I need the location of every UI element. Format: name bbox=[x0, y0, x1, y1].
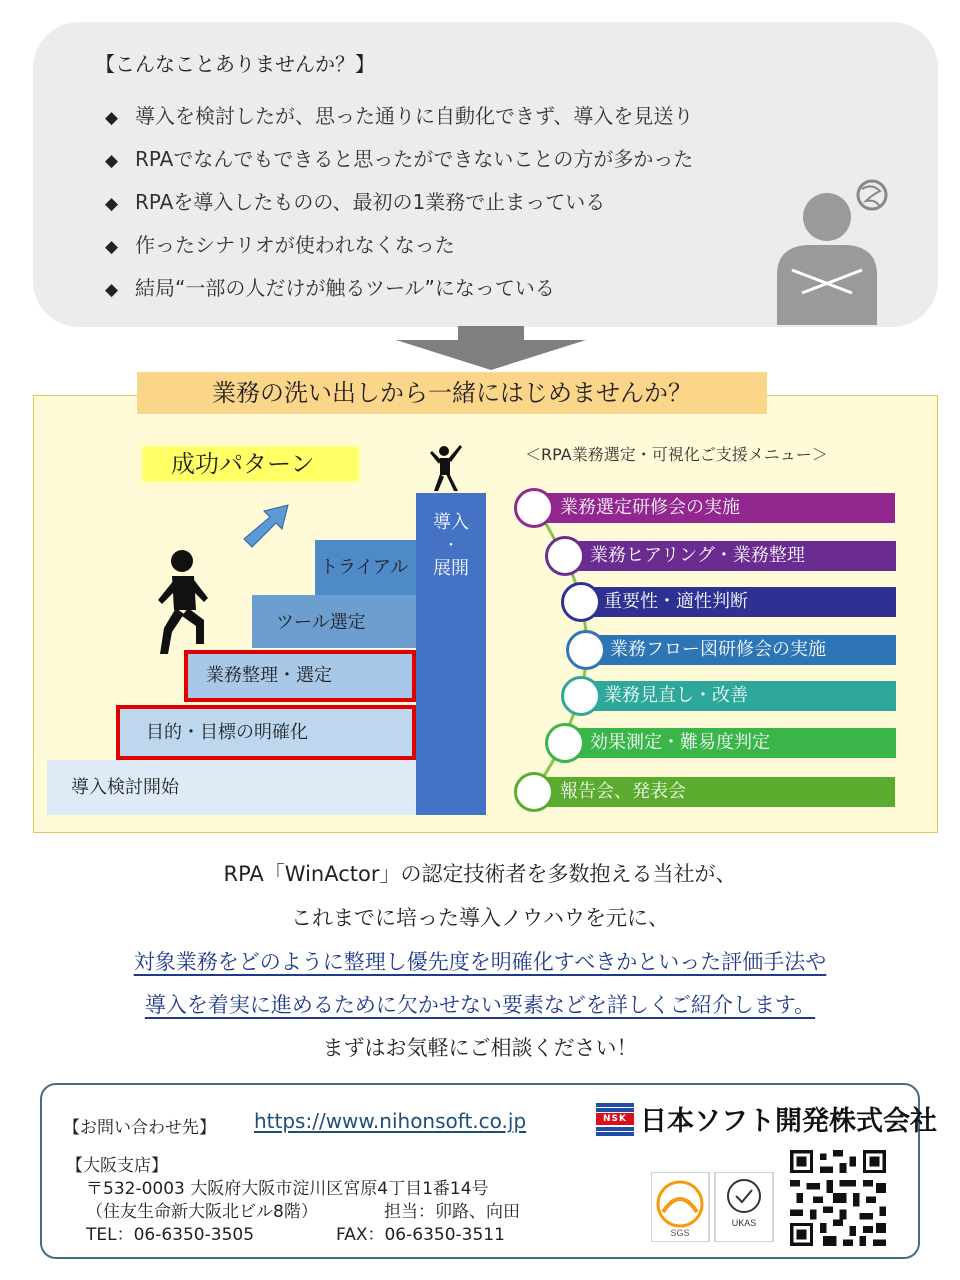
stair-step-5: トライアル bbox=[315, 540, 416, 595]
climbing-person-icon bbox=[150, 548, 212, 658]
problem-item: ◆ 作ったシナリオが使われなくなった bbox=[105, 233, 455, 257]
worried-person-icon bbox=[772, 175, 892, 325]
menu-item-7-bullet bbox=[514, 772, 554, 812]
address: 〒532-0003 大阪府大阪市淀川区宮原4丁目1番14号 bbox=[86, 1179, 489, 1199]
svg-text:SGS: SGS bbox=[670, 1228, 690, 1238]
contact-person: 担当：卯路、向田 bbox=[384, 1202, 520, 1222]
menu-item-5-bullet bbox=[561, 676, 601, 716]
iso-certification-icon bbox=[651, 1172, 774, 1242]
final-pillar: 導入 ・ 展開 bbox=[416, 493, 486, 815]
stair-step-4: ツール選定 bbox=[252, 595, 416, 648]
menu-title: ＜RPA業務選定・可視化ご支援メニュー＞ bbox=[525, 445, 828, 464]
body-line-1: RPA「WinActor」の認定技術者を多数抱える当社が、 bbox=[223, 862, 737, 886]
company-name: 日本ソフト開発株式会社 bbox=[640, 1106, 937, 1137]
contact-label: 【お問い合わせ先】 bbox=[63, 1118, 216, 1138]
fax-number: FAX：06-6350-3511 bbox=[336, 1225, 505, 1245]
section-banner: 業務の洗い出しから一緒にはじめませんか？ bbox=[137, 372, 767, 414]
menu-item-7: 報告会、発表会 bbox=[535, 777, 895, 807]
company-logo-icon: NSK bbox=[596, 1103, 634, 1135]
problem-item: ◆ 結局“一部の人だけが触るツール”になっている bbox=[105, 276, 555, 300]
menu-item-1: 業務選定研修会の実施 bbox=[535, 493, 895, 523]
cheering-person-icon bbox=[428, 443, 464, 493]
menu-item-4: 業務フロー図研修会の実施 bbox=[588, 635, 896, 665]
body-line-2: これまでに培った導入ノウハウを元に、 bbox=[291, 906, 669, 930]
menu-item-5: 業務見直し・改善 bbox=[582, 681, 896, 711]
menu-item-4-bullet bbox=[566, 630, 606, 670]
up-right-arrow-icon bbox=[242, 503, 290, 549]
problem-item: ◆ 導入を検討したが、思った通りに自動化できず、導入を見送り bbox=[105, 104, 694, 128]
body-line-3-highlight: 対象業務をどのように整理し優先度を明確化すべきかといった評価手法や bbox=[133, 950, 827, 974]
body-line-4-highlight: 導入を着実に進めるために欠かせない要素などを詳しくご紹介します。 bbox=[144, 993, 816, 1017]
stair-step-1: 導入検討開始 bbox=[47, 760, 417, 815]
menu-item-2: 業務ヒアリング・業務整理 bbox=[566, 541, 896, 571]
svg-text:UKAS: UKAS bbox=[731, 1218, 757, 1228]
menu-item-1-bullet bbox=[514, 488, 554, 528]
menu-item-6: 効果測定・難易度判定 bbox=[566, 728, 896, 758]
problem-item: ◆ RPAでなんでもできると思ったができないことの方が多かった bbox=[105, 147, 694, 171]
menu-item-6-bullet bbox=[545, 723, 585, 763]
down-arrow-icon bbox=[396, 326, 586, 370]
problem-item: ◆ RPAを導入したものの、最初の1業務で止まっている bbox=[105, 190, 606, 214]
success-pattern-label: 成功パターン bbox=[143, 447, 358, 481]
stair-step-2: 目的・目標の明確化 bbox=[116, 705, 416, 760]
website-link[interactable]: https://www.nihonsoft.co.jp bbox=[254, 1109, 527, 1133]
menu-item-3: 重要性・適性判断 bbox=[582, 587, 896, 617]
building: （住友生命新大阪北ビル8階） bbox=[86, 1202, 318, 1222]
stair-step-3: 業務整理・選定 bbox=[184, 650, 416, 702]
menu-item-2-bullet bbox=[545, 536, 585, 576]
body-line-5: まずはお気軽にご相談ください！ bbox=[322, 1036, 638, 1060]
menu-item-3-bullet bbox=[561, 582, 601, 622]
phone-number: TEL：06-6350-3505 bbox=[86, 1225, 255, 1245]
qr-code-icon[interactable] bbox=[790, 1150, 886, 1246]
problems-title: 【こんなことありませんか？】 bbox=[95, 52, 375, 76]
branch-label: 【大阪支店】 bbox=[66, 1156, 168, 1176]
